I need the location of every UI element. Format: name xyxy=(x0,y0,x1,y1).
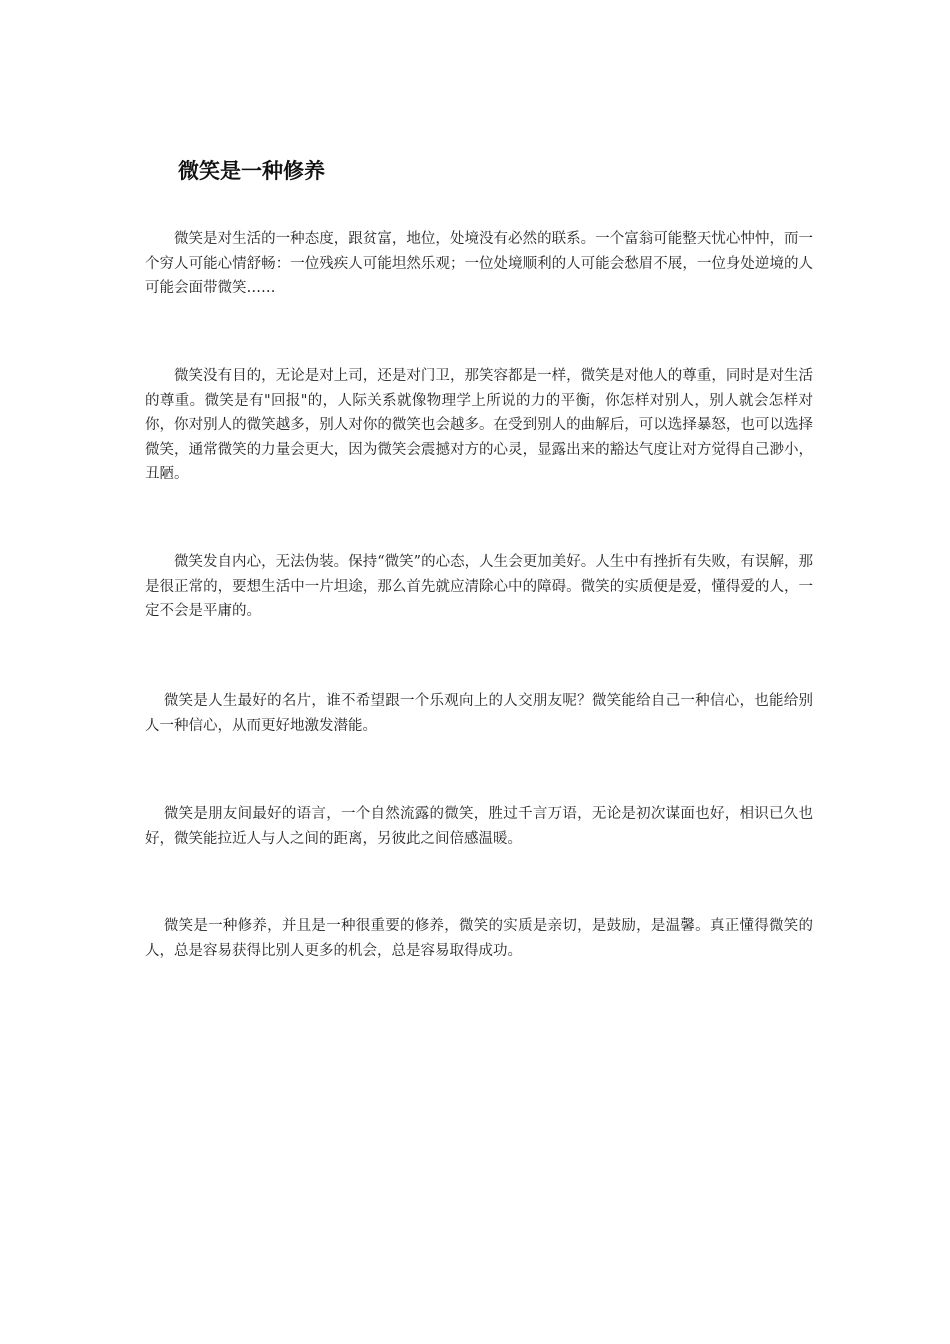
document-title: 微笑是一种修养 xyxy=(178,159,325,183)
paragraph-4: 微笑是人生最好的名片，谁不希望跟一个乐观向上的人交朋友呢？微笑能给自己一种信心，也能给别人一种信心，从而更好地激发潜能。 xyxy=(145,693,813,734)
paragraph-1: 微笑是对生活的一种态度，跟贫富，地位，处境没有必然的联系。一个富翁可能整天忧心忡忡，而一个穷人可能心情舒畅：一位残疾人可能坦然乐观；一位处境顺利的人可能会愁眉不展，一位身处逆境的人可能会面带微笑…… xyxy=(145,231,813,296)
paragraph-6: 微笑是一种修养，并且是一种很重要的修养，微笑的实质是亲切，是鼓励，是温馨。真正懂得微笑的人，总是容易获得比别人更多的机会，总是容易取得成功。 xyxy=(145,918,813,959)
paragraph-3: 微笑发自内心，无法伪装。保持“微笑”的心态，人生会更加美好。人生中有挫折有失败，有误解，那是很正常的，要想生活中一片坦途，那么首先就应清除心中的障碍。微笑的实质便是爱，懂得爱的人，一定不会是平庸的。 xyxy=(145,554,813,619)
paragraph-5: 微笑是朋友间最好的语言，一个自然流露的微笑，胜过千言万语，无论是初次谋面也好，相识已久也好，微笑能拉近人与人之间的距离，另彼此之间倍感温暖。 xyxy=(145,806,813,847)
paragraph-2: 微笑没有目的，无论是对上司，还是对门卫，那笑容都是一样，微笑是对他人的尊重，同时是对生活的尊重。微笑是有"回报"的，人际关系就像物理学上所说的力的平衡，你怎样对别人，别人就会怎样对你，你对别人的微笑越多，别人对你的微笑也会越多。在受到别人的曲解后，可以选择暴怒，也可以选择微笑，通常微笑的力量会更大，因为微笑会震撼对方的心灵，显露出来的豁达气度让对方觉得自己渺小，丑陋。 xyxy=(145,368,813,482)
